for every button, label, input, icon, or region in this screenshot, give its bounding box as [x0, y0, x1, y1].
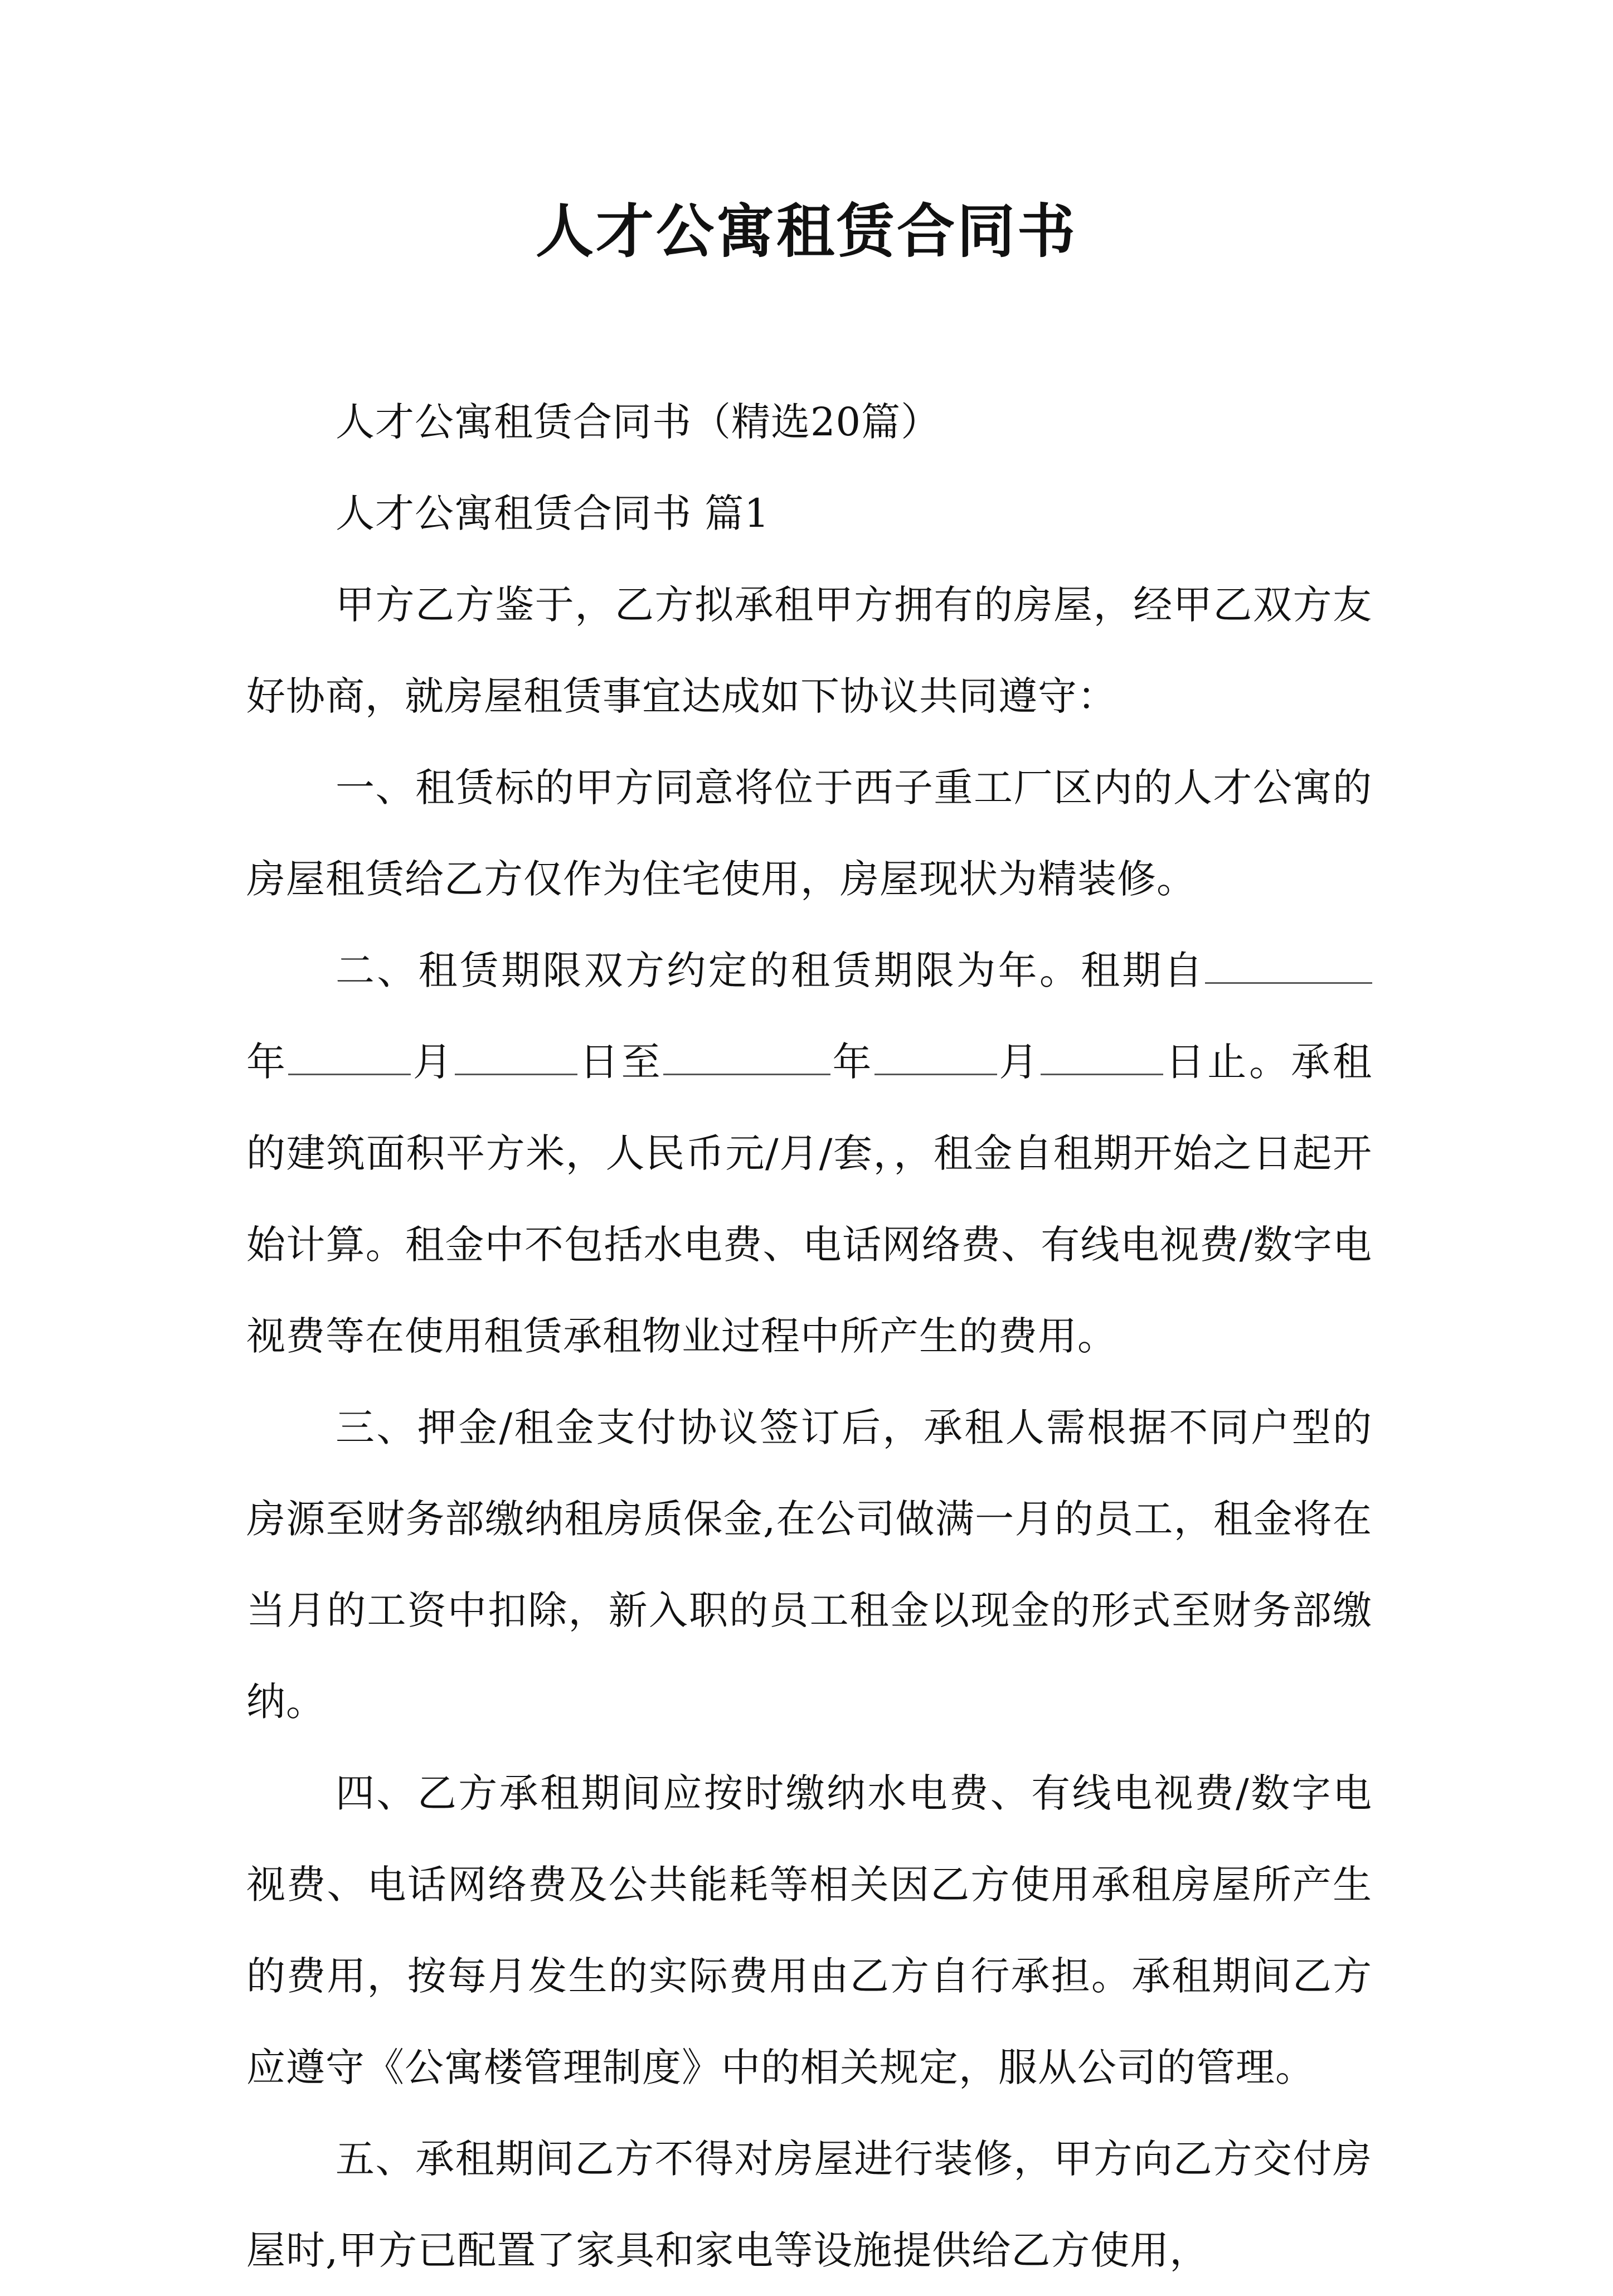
end-year-blank — [663, 1035, 830, 1075]
document-title: 人才公寓租赁合同书 — [535, 197, 1077, 265]
section-heading-paragraph: 人才公寓租赁合同书 篇1 — [336, 491, 770, 536]
clause-1-paragraph: 一、租赁标的甲方同意将位于西子重工厂区内的人才公寓的房屋租赁给乙方仅作为住宅使用，房屋现状为精装修。 — [246, 765, 1372, 902]
start-month-blank — [288, 1035, 411, 1075]
end-day-blank — [1041, 1035, 1163, 1075]
clause-2-month-label-2: 月 — [997, 1039, 1041, 1085]
clause-2-paragraph — [246, 925, 1372, 1382]
start-year-blank — [1205, 943, 1372, 984]
end-month-blank — [874, 1035, 997, 1075]
clause-2-text-end: 日止。承租的建筑面积平方米，人民币元/月/套，，租金自租期开始之日起开始计算。租金中不包括水电费、电话网络费、有线电视费/数字电视费等在使用租赁承租物业过程中所产生的费用。 — [246, 1039, 1373, 1359]
start-day-blank — [455, 1035, 577, 1075]
clause-5-paragraph: 五、承租期间乙方不得对房屋进行装修，甲方向乙方交付房屋时,甲方已配置了家具和家电等设施提供给乙方使用， — [246, 2136, 1372, 2273]
clause-3-paragraph: 三、押金/租金支付协议签订后，承租人需根据不同户型的房源至财务部缴纳租房质保金,在公司做满一月的员工，租金将在当月的工资中扣除，新入职的员工租金以现金的形式至财务部缴纳。 — [246, 1405, 1372, 1725]
clause-2-year-label-2: 年 — [830, 1039, 874, 1085]
clause-2-text-start: 二、租赁期限双方约定的租赁期限为年。租期自 — [336, 948, 1205, 993]
clause-2-month-label: 月 — [410, 1039, 455, 1085]
clause-2-year-label: 年 — [246, 1039, 288, 1085]
preamble-paragraph: 甲方乙方鉴于，乙方拟承租甲方拥有的房屋，经甲乙双方友好协商，就房屋租赁事宜达成如下协议共同遵守： — [246, 582, 1372, 719]
clause-2-to-label: 日至 — [577, 1039, 663, 1085]
clause-4-paragraph: 四、乙方承租期间应按时缴纳水电费、有线电视费/数字电视费、电话网络费及公共能耗等相关因乙方使用承租房屋所产生的费用，按每月发生的实际费用由乙方自行承担。承租期间乙方应遵守《公寓楼管理制度》中的相关规定，服从公司的管理。 — [246, 1770, 1372, 2090]
subtitle-paragraph: 人才公寓租赁合同书（精选20篇） — [336, 399, 941, 445]
document-body — [246, 376, 1372, 2296]
